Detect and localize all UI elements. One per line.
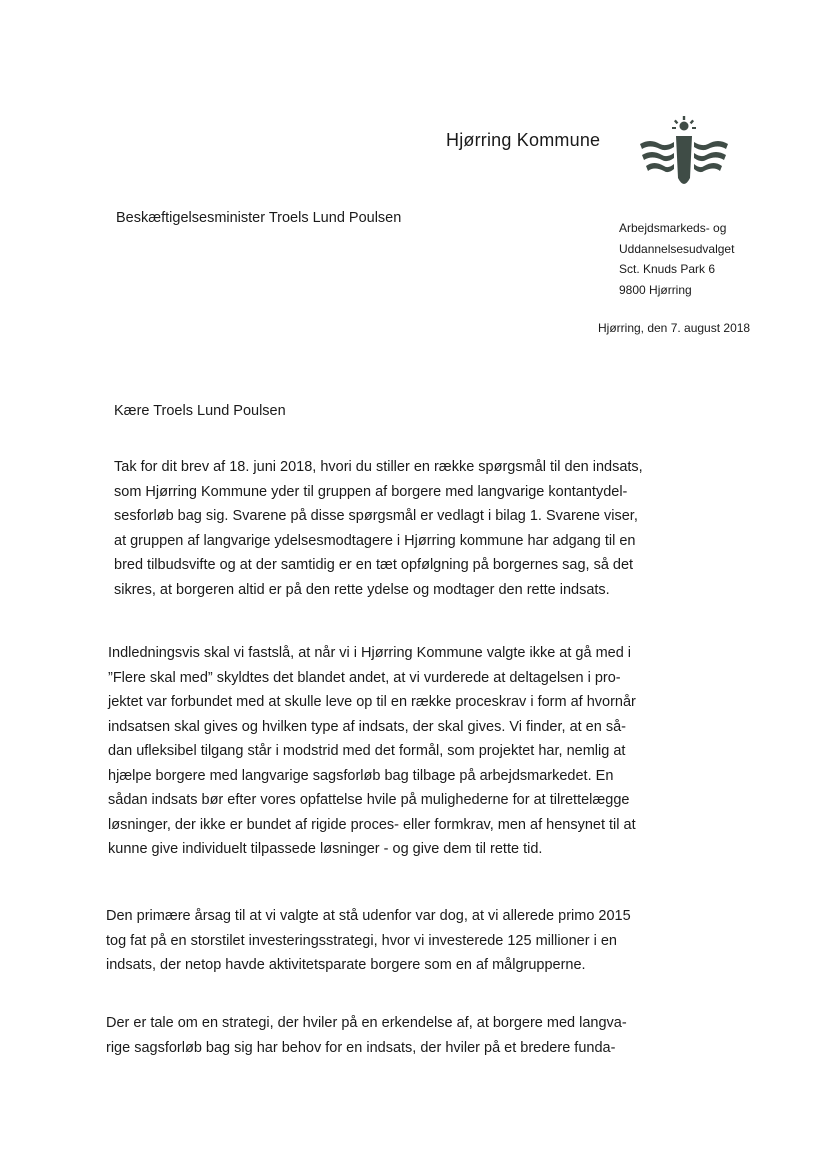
text-line: løsninger, der ikke er bundet af rigide proces- eller formkrav, men af hensynet til at	[108, 816, 636, 833]
text-line: tog fat på en storstilet investeringsstrategi, hvor vi investerede 125 millioner i en	[106, 932, 617, 949]
text-line: Tak for dit brev af 18. juni 2018, hvori du stiller en række spørgsmål til den indsats,	[114, 459, 643, 475]
paragraph-2	[108, 641, 636, 862]
text-line: rige sagsforløb bag sig har behov for en indsats, der hviler på et bredere funda-	[106, 1039, 616, 1056]
text-line: Der er tale om en strategi, der hviler på en erkendelse af, at borgere med langva-	[106, 1015, 627, 1031]
text-line: indsats, der netop havde aktivitetsparate borgere som en af målgrupperne.	[106, 957, 586, 973]
text-line: hjælpe borgere med langvarige sagsforløb bag tilbage på arbejdsmarkedet. En	[108, 767, 614, 784]
sender-address	[619, 218, 734, 300]
text-line: jektet var forbundet med at skulle leve op til en række proceskrav i form af hvornår	[108, 694, 636, 710]
text-line: Den primære årsag til at vi valgte at stå udenfor var dog, at vi allerede primo 2015	[106, 908, 631, 924]
recipient: Beskæftigelsesminister Troels Lund Poulsen	[116, 210, 402, 226]
text-line: at gruppen af langvarige ydelsesmodtagere i Hjørring kommune har adgang til en	[114, 532, 636, 549]
text-line: som Hjørring Kommune yder til gruppen af borgere med langvarige kontantydel-	[114, 483, 628, 500]
text-line: Indledningsvis skal vi fastslå, at når vi i Hjørring Kommune valgte ikke at gå med i	[108, 645, 632, 661]
text-line: kunne give individuelt tilpassede løsninger - og give dem til rette tid.	[108, 841, 543, 857]
organization-name: Hjørring Kommune	[446, 130, 601, 150]
paragraph-1	[114, 455, 643, 602]
text-line: sikres, at borgeren altid er på den rette ydelse og modtager den rette indsats.	[114, 581, 610, 598]
sender-line: Sct. Knuds Park 6	[619, 262, 716, 276]
text-line: bred tilbudsvifte og at der samtidig er en tæt opfølgning på borgernes sag, så det	[114, 557, 634, 573]
text-line: ”Flere skal med” skyldtes det blandet andet, at vi vurderede at deltagelsen i pro-	[108, 669, 621, 686]
sender-line: Arbejdsmarkeds- og	[619, 221, 727, 235]
text-line: indsatsen skal gives og hvilken type af indsats, der skal gives. Vi finder, at en så-	[108, 718, 626, 735]
text-line: sådan indsats bør efter vores opfattelse hvile på mulighederne for at tilrettelægge	[108, 792, 630, 808]
text-line: sesforløb bag sig. Svarene på disse spørgsmål er vedlagt i bilag 1. Svarene viser,	[114, 508, 638, 524]
text-line: dan ufleksibel tilgang står i modstrid med det formål, som projektet har, nemlig at	[108, 743, 626, 759]
sender-line: 9800 Hjørring	[619, 282, 692, 297]
paragraph-3	[106, 904, 631, 978]
sender-line: Uddannelsesudvalget	[619, 241, 735, 256]
salutation: Kære Troels Lund Poulsen	[114, 403, 286, 419]
paragraph-4	[106, 1011, 627, 1060]
hjorring-coat-of-arms-icon	[636, 114, 732, 196]
letter-date: Hjørring, den 7. august 2018	[598, 321, 751, 335]
